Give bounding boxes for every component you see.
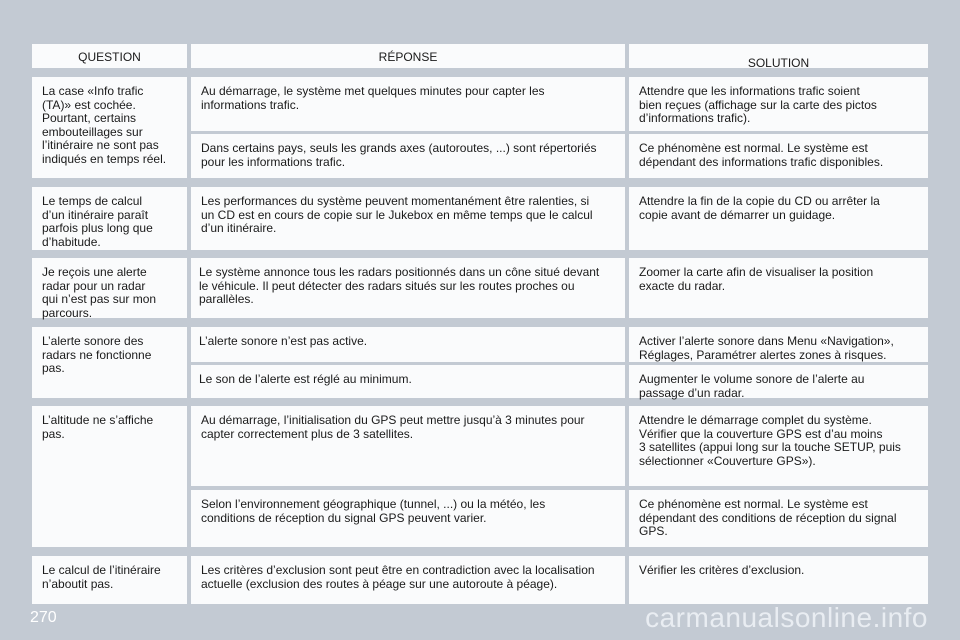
solution-cell: Vérifier les critères d’exclusion. bbox=[629, 556, 928, 604]
solution-cell: Ce phénomène est normal. Le système est dépendant des conditions de réception du signal GPS. bbox=[629, 490, 928, 547]
header-reponse: RÉPONSE bbox=[191, 44, 625, 68]
watermark: carmanualsonline.info bbox=[645, 602, 928, 633]
solution-cell: Activer l’alerte sonore dans Menu «Navigation», Réglages, Paramétrer alertes zones à risques. bbox=[629, 327, 928, 362]
question-cell: L’alerte sonore des radars ne fonctionne pas. bbox=[32, 327, 187, 398]
solution-cell: Ce phénomène est normal. Le système est dépendant des informations trafic disponibles. bbox=[629, 134, 928, 178]
header-solution: SOLUTION bbox=[629, 44, 928, 68]
page-number: 270 bbox=[30, 609, 57, 626]
reponse-cell: Le son de l’alerte est réglé au minimum. bbox=[191, 365, 625, 398]
reponse-cell: Dans certains pays, seuls les grands axes (autoroutes, ...) sont répertoriés pour les informations trafic. bbox=[191, 134, 625, 178]
reponse-cell: Les critères d’exclusion sont peut être en contradiction avec la localisation actuelle (exclusion des routes à péage sur une autoroute à péage). bbox=[191, 556, 625, 604]
question-cell: Le temps de calcul d’un itinéraire paraît parfois plus long que d’habitude. bbox=[32, 187, 187, 250]
header-question: QUESTION bbox=[32, 44, 187, 68]
solution-cell: Zoomer la carte afin de visualiser la position exacte du radar. bbox=[629, 258, 928, 318]
question-cell: La case «Info trafic (TA)» est cochée. Pourtant, certains embouteillages sur l’itinéraire ne sont pas indiqués en temps réel. bbox=[32, 77, 187, 178]
reponse-cell: Selon l’environnement géographique (tunnel, ...) ou la météo, les conditions de réception du signal GPS peuvent varier. bbox=[191, 490, 625, 547]
reponse-cell: Les performances du système peuvent momentanément être ralenties, si un CD est en cours de copie sur le Jukebox en même temps que le calcul d’un itinéraire. bbox=[191, 187, 625, 250]
solution-cell: Attendre le démarrage complet du système. Vérifier que la couverture GPS est d’au moins 3 satellites (appui long sur la touche SETUP, puis sélectionner «Couverture GPS»). bbox=[629, 406, 928, 486]
solution-cell: Attendre que les informations trafic soient bien reçues (affichage sur la carte des pictos d’informations trafic). bbox=[629, 77, 928, 131]
solution-cell: Augmenter le volume sonore de l’alerte au passage d’un radar. bbox=[629, 365, 928, 398]
question-cell: L’altitude ne s’affiche pas. bbox=[32, 406, 187, 547]
solution-cell: Attendre la fin de la copie du CD ou arrêter la copie avant de démarrer un guidage. bbox=[629, 187, 928, 250]
reponse-cell: Au démarrage, l’initialisation du GPS peut mettre jusqu’à 3 minutes pour capter correctement plus de 3 satellites. bbox=[191, 406, 625, 486]
reponse-cell: Le système annonce tous les radars positionnés dans un cône situé devant le véhicule. Il peut détecter des radars situés sur les routes proches ou parallèles. bbox=[191, 258, 625, 318]
reponse-cell: L’alerte sonore n’est pas active. bbox=[191, 327, 625, 362]
question-cell: Le calcul de l’itinéraire n’aboutit pas. bbox=[32, 556, 187, 604]
question-cell: Je reçois une alerte radar pour un radar qui n’est pas sur mon parcours. bbox=[32, 258, 187, 318]
reponse-cell: Au démarrage, le système met quelques minutes pour capter les informations trafic. bbox=[191, 77, 625, 131]
